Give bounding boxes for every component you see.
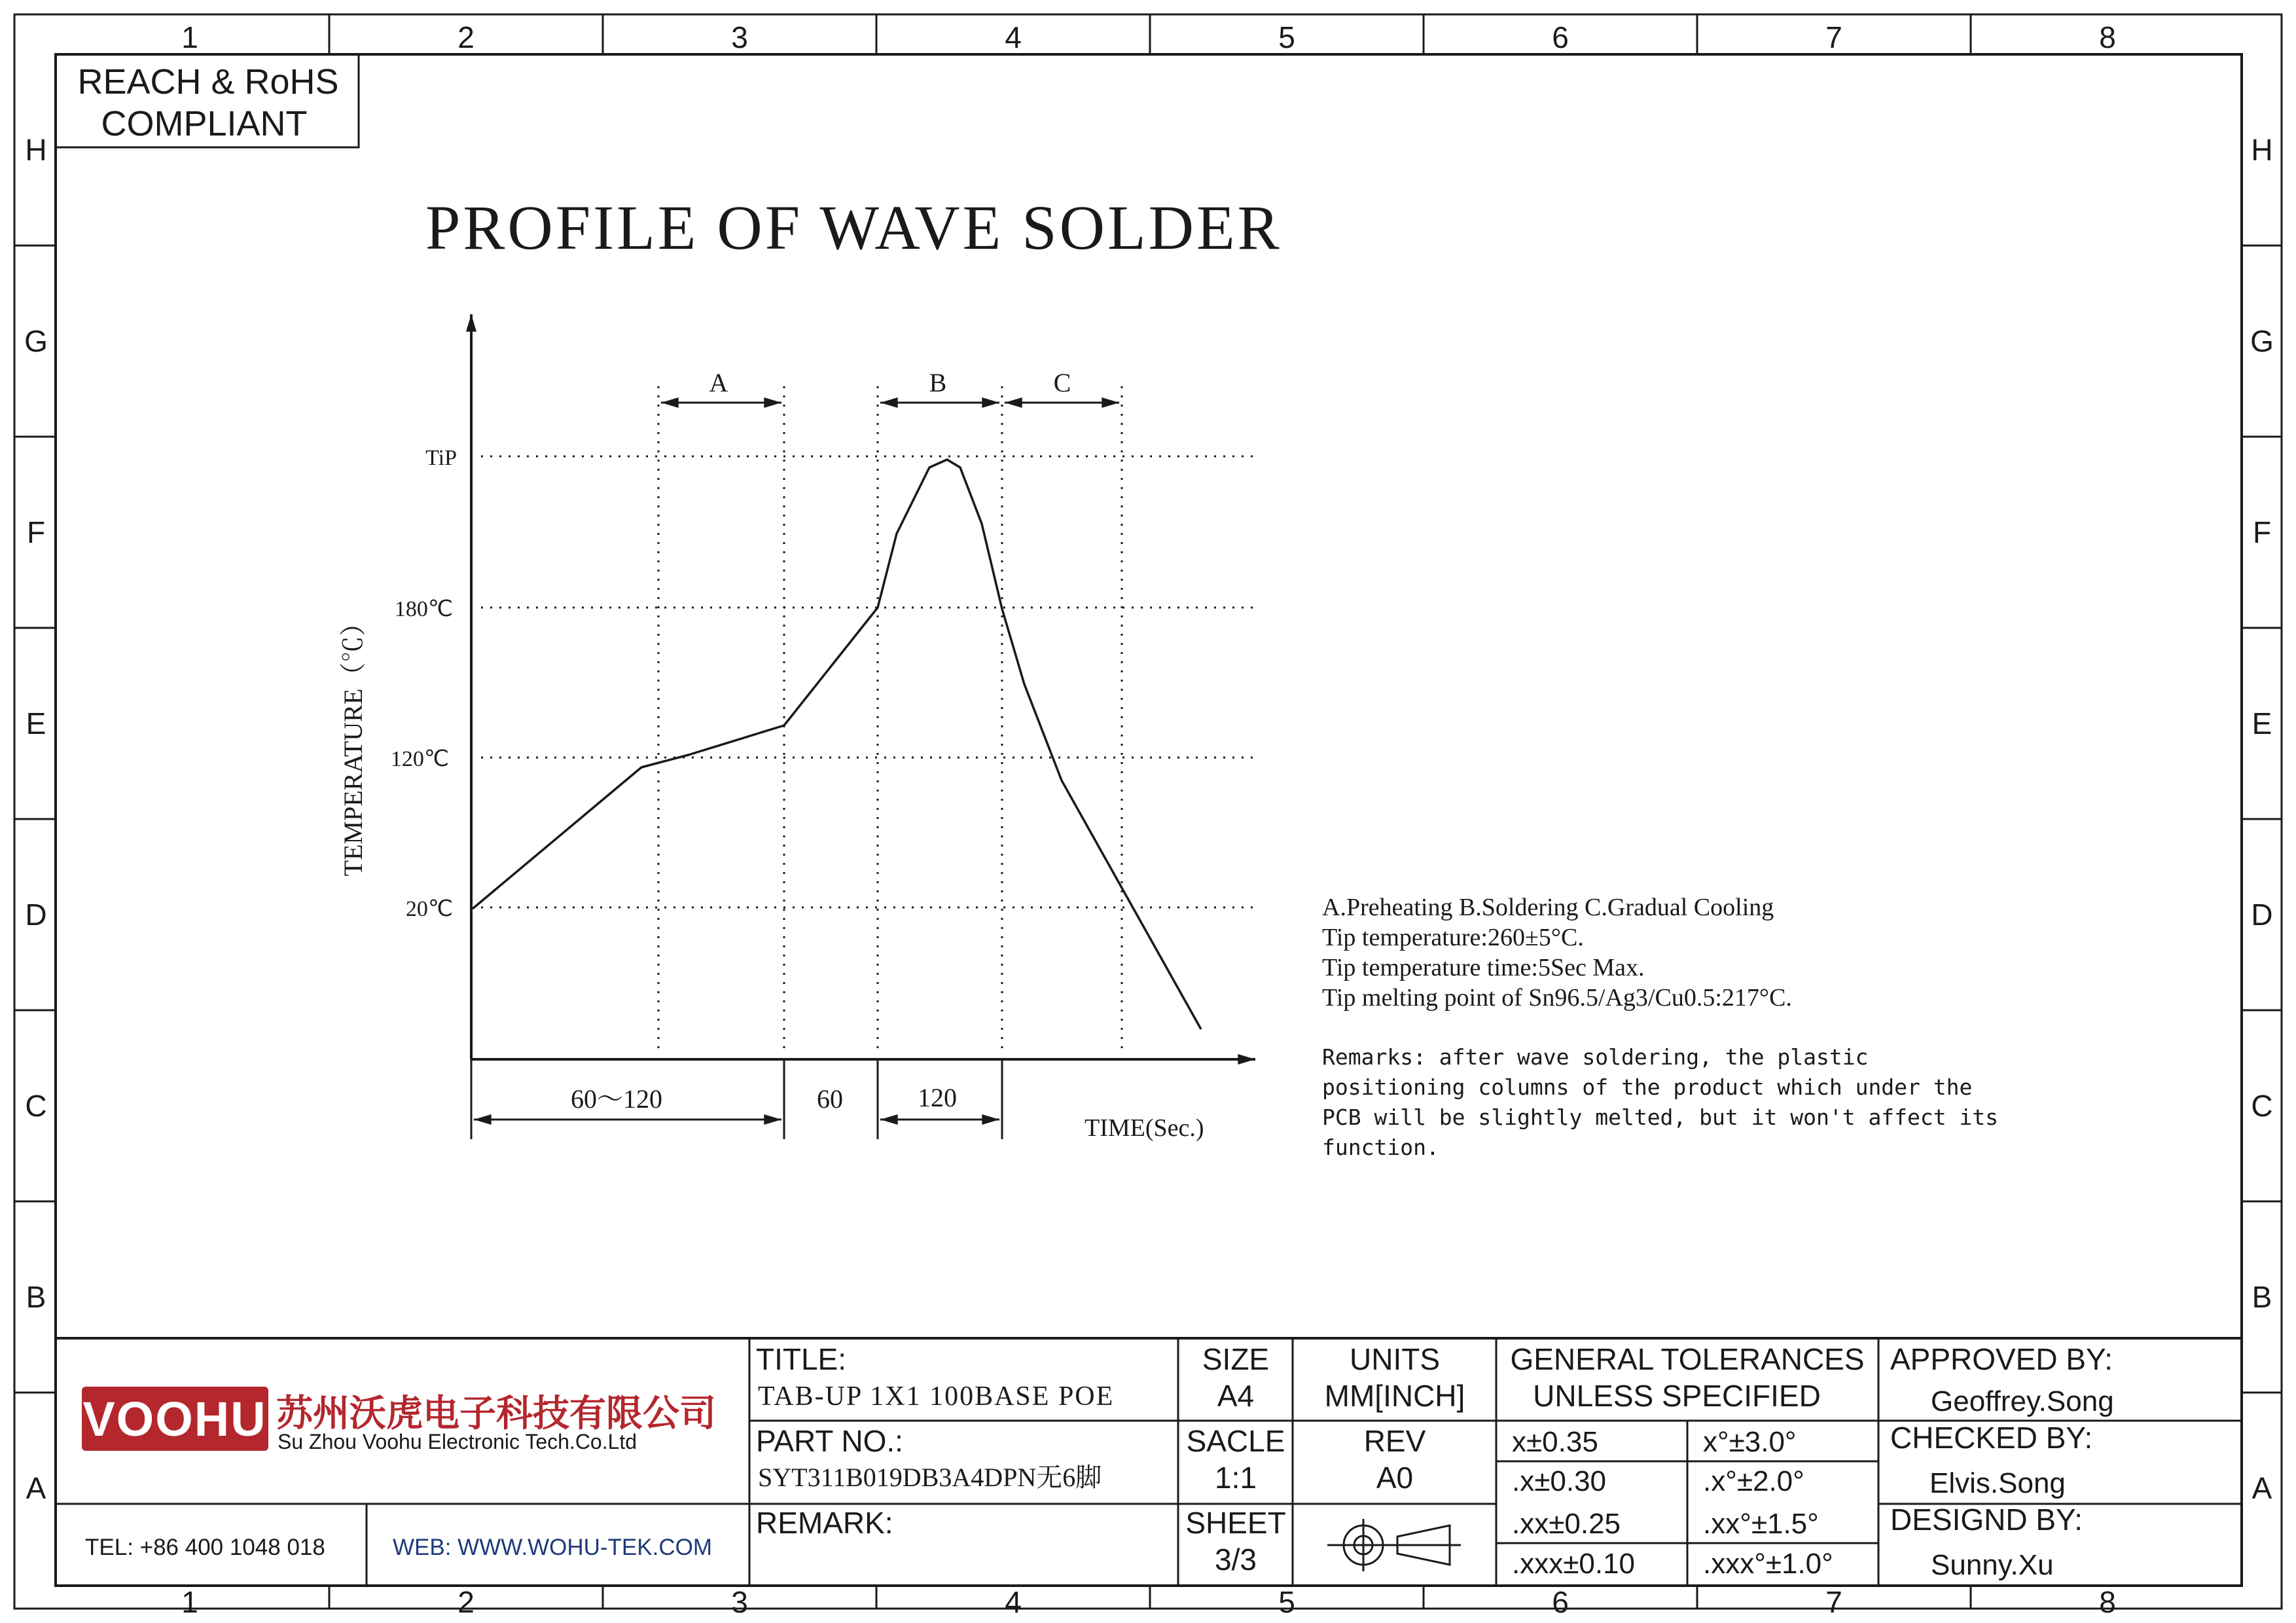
row-label: F: [2252, 515, 2272, 549]
row-label: A: [2251, 1471, 2272, 1505]
tolerance-angular: .xxx°±1.0°: [1703, 1548, 1833, 1580]
tolerance-title-1: GENERAL TOLERANCES: [1510, 1342, 1865, 1376]
remark-line: function.: [1322, 1135, 1439, 1160]
y-axis-label: TEMPERATURE（℃）: [338, 610, 368, 877]
column-labels-bottom: [181, 1585, 2116, 1619]
projection-symbol-icon: [1327, 1519, 1461, 1571]
col-label: 7: [1825, 1585, 1842, 1619]
col-label: 3: [731, 1585, 748, 1619]
tolerance-linear: .xxx±0.10: [1512, 1548, 1636, 1580]
logo-text: VOOHU: [82, 1392, 267, 1446]
col-label: 4: [1005, 1585, 1022, 1619]
phase-labels: [709, 368, 1071, 397]
compliance-line-2: COMPLIANT: [101, 104, 308, 143]
col-label: 6: [1552, 1585, 1569, 1619]
temp-label-120: 120℃: [390, 747, 449, 771]
time-interval-solder: 120: [918, 1083, 957, 1112]
company-logo: [82, 1387, 268, 1451]
phase-label-b: B: [929, 368, 947, 397]
col-label: 4: [1005, 20, 1022, 54]
col-label: 2: [457, 20, 475, 54]
units-label: UNITS: [1350, 1342, 1440, 1376]
checked-by-name: Elvis.Song: [1929, 1467, 2066, 1499]
row-label: H: [2251, 133, 2273, 167]
company-name-cn: 苏州沃虎电子科技有限公司: [276, 1393, 716, 1434]
company-web: WEB: WWW.WOHU-TEK.COM: [393, 1535, 712, 1560]
scale-label: SACLE: [1186, 1424, 1285, 1458]
col-label: 6: [1552, 20, 1569, 54]
time-interval-labels: [571, 1083, 957, 1114]
profile-diagram: [338, 314, 1260, 1142]
tolerance-title-2: UNLESS SPECIFIED: [1533, 1379, 1821, 1413]
phase-label-c: C: [1053, 368, 1071, 397]
row-label: C: [2251, 1089, 2273, 1123]
temp-label-180: 180℃: [394, 597, 453, 621]
approved-by-label: APPROVED BY:: [1890, 1342, 2113, 1376]
scale-value: 1:1: [1215, 1461, 1257, 1495]
remark-label: REMARK:: [756, 1506, 893, 1540]
designed-by-label: DESIGND BY:: [1890, 1503, 2083, 1537]
note-line: Tip melting point of Sn96.5/Ag3/Cu0.5:217°C.: [1322, 984, 1792, 1012]
tolerance-angular: .xx°±1.5°: [1703, 1508, 1819, 1540]
note-line: Tip temperature time:5Sec Max.: [1322, 954, 1645, 981]
rev-label: REV: [1363, 1424, 1426, 1458]
process-notes: [1322, 894, 1792, 1012]
note-line: A.Preheating B.Soldering C.Gradual Cooling: [1322, 894, 1774, 921]
row-label: D: [25, 898, 47, 932]
company-name-en: Su Zhou Voohu Electronic Tech.Co.Ltd: [278, 1430, 637, 1453]
col-label: 8: [2099, 20, 2116, 54]
part-no-label: PART NO.:: [756, 1424, 903, 1458]
phase-gridlines: [658, 386, 1122, 1054]
compliance-line-1: REACH & RoHS: [77, 62, 339, 101]
temperature-labels: [391, 446, 457, 921]
size-label: SIZE: [1202, 1342, 1270, 1376]
note-line: Tip temperature:260±5°C.: [1322, 924, 1584, 951]
tolerance-angular: x°±3.0°: [1703, 1426, 1797, 1458]
sheet-value: 3/3: [1215, 1542, 1257, 1577]
solder-profile-curve: [473, 460, 1201, 1029]
row-label: B: [26, 1280, 46, 1314]
phase-label-a: A: [709, 368, 728, 397]
part-no-value: SYT311B019DB3A4DPN无6脚: [758, 1463, 1102, 1492]
approved-by-name: Geoffrey.Song: [1931, 1385, 2114, 1417]
col-label: 5: [1278, 1585, 1295, 1619]
row-label: G: [24, 324, 48, 358]
units-value: MM[INCH]: [1324, 1379, 1465, 1413]
row-label: F: [26, 515, 46, 549]
row-label: B: [2251, 1280, 2272, 1314]
tolerance-linear: x±0.35: [1512, 1426, 1598, 1458]
col-label: 7: [1825, 20, 1842, 54]
col-label: 3: [731, 20, 748, 54]
designed-by-name: Sunny.Xu: [1931, 1549, 2054, 1581]
compliance-box: [56, 54, 359, 147]
x-axis-label: TIME(Sec.): [1085, 1114, 1204, 1142]
remarks-block: [1322, 1044, 1998, 1160]
col-label: 5: [1278, 20, 1295, 54]
row-label: E: [2251, 706, 2272, 740]
temp-label-tip: TiP: [425, 446, 457, 470]
rev-value: A0: [1376, 1461, 1414, 1495]
diagram-title: PROFILE OF WAVE SOLDER: [425, 192, 1282, 263]
temperature-gridlines: [481, 456, 1260, 907]
row-label: G: [2250, 324, 2274, 358]
time-interval-preheat: 60～120: [571, 1084, 662, 1114]
time-interval-ramp: 60: [817, 1084, 843, 1114]
col-label: 8: [2099, 1585, 2116, 1619]
row-label: A: [26, 1471, 46, 1505]
row-label: E: [26, 706, 46, 740]
row-label: H: [25, 133, 47, 167]
temp-label-20: 20℃: [405, 897, 453, 921]
row-label: C: [25, 1089, 47, 1123]
tolerance-linear: .x±0.30: [1512, 1465, 1607, 1497]
col-label: 1: [181, 20, 198, 54]
title-value: TAB-UP 1X1 100BASE POE: [758, 1381, 1115, 1412]
tolerance-header: [1510, 1342, 1864, 1413]
tolerance-table: [1512, 1426, 1833, 1580]
remark-line: Remarks: after wave soldering, the plastic: [1322, 1044, 1869, 1070]
tolerance-angular: .x°±2.0°: [1703, 1465, 1804, 1497]
checked-by-label: CHECKED BY:: [1890, 1421, 2093, 1455]
col-label: 2: [457, 1585, 475, 1619]
tolerance-linear: .xx±0.25: [1512, 1508, 1621, 1540]
company-tel: TEL: +86 400 1048 018: [85, 1535, 325, 1560]
remark-line: PCB will be slightly melted, but it won't affect its: [1322, 1104, 1999, 1130]
sheet-label: SHEET: [1185, 1506, 1286, 1540]
size-value: A4: [1217, 1379, 1255, 1413]
approvals: [1890, 1342, 2114, 1581]
sheet-info: [1185, 1342, 1465, 1577]
row-label: D: [2251, 898, 2273, 932]
remark-line: positioning columns of the product which under the: [1322, 1074, 1973, 1100]
title-label: TITLE:: [756, 1342, 847, 1376]
column-labels-top: [181, 20, 2116, 54]
col-label: 1: [181, 1585, 198, 1619]
